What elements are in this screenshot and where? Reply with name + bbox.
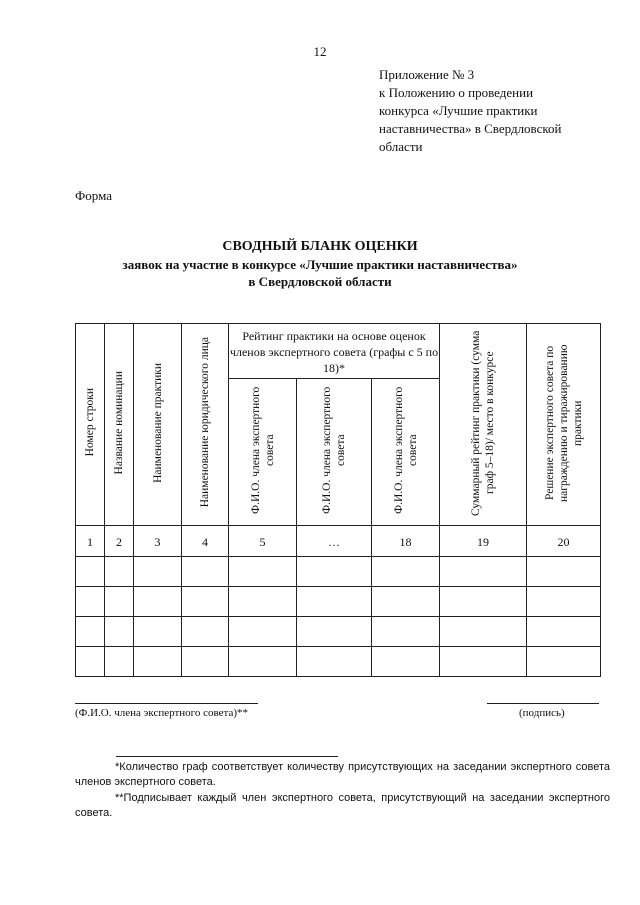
- table-cell: [76, 647, 105, 677]
- column-number: 2: [105, 526, 134, 557]
- table-cell: [440, 647, 527, 677]
- column-numbers-row: [76, 526, 601, 557]
- table-cell: [527, 557, 601, 587]
- table-cell: [182, 587, 229, 617]
- table-cell: [372, 587, 440, 617]
- appendix-note: [379, 66, 629, 156]
- table-cell: [105, 587, 134, 617]
- table-cell: [372, 617, 440, 647]
- footnote-1: *Количество граф соответствует количеству присутствующих на заседании экспертного совета членов экспертного совета.: [75, 761, 610, 788]
- column-number: 1: [76, 526, 105, 557]
- table-cell: [134, 587, 182, 617]
- signature-sign-line: [487, 703, 599, 704]
- table-cell: [527, 647, 601, 677]
- signature-name-label: (Ф.И.О. члена экспертного совета)**: [75, 707, 249, 719]
- signature-name-line: [75, 703, 258, 704]
- table-cell: [297, 647, 372, 677]
- title-line-2: заявок на участие в конкурсе «Лучшие практики наставничества»: [122, 257, 518, 272]
- column-number: 19: [440, 526, 527, 557]
- column-number: 18: [372, 526, 440, 557]
- appendix-line: наставничества» в Свердловской: [379, 121, 562, 136]
- page-number: 12: [313, 44, 327, 59]
- appendix-line: Приложение № 3: [379, 67, 475, 82]
- table-cell: [527, 617, 601, 647]
- table-cell: [372, 647, 440, 677]
- table-cell: [297, 617, 372, 647]
- table-cell: [76, 557, 105, 587]
- title-line-1: СВОДНЫЙ БЛАНК ОЦЕНКИ: [222, 239, 418, 254]
- header-legal-entity: Наименование юридического лица: [182, 324, 229, 526]
- table-cell: [105, 557, 134, 587]
- appendix-line: области: [379, 139, 423, 154]
- table-cell: [229, 587, 297, 617]
- column-number: 20: [527, 526, 601, 557]
- table-cell: [182, 617, 229, 647]
- column-number: 3: [134, 526, 182, 557]
- header-expert-2: Ф.И.О. члена экспертного совета: [297, 379, 372, 526]
- footnote-separator: [116, 756, 338, 757]
- document-title: [0, 238, 640, 290]
- table-cell: [440, 587, 527, 617]
- column-number: …: [297, 526, 372, 557]
- table-cell: [134, 557, 182, 587]
- form-label: Форма: [75, 188, 112, 203]
- table-cell: [76, 617, 105, 647]
- table-cell: [440, 557, 527, 587]
- header-expert-1: Ф.И.О. члена экспертного совета: [229, 379, 297, 526]
- table-cell: [297, 557, 372, 587]
- appendix-line: к Положению о проведении: [379, 85, 534, 100]
- header-council-decision: Решение экспертного совета по награждению и тиражированию практики: [527, 324, 601, 526]
- table-row: [76, 587, 601, 617]
- table-cell: [105, 647, 134, 677]
- table-row: [76, 557, 601, 587]
- footnote-2: **Подписывает каждый член экспертного совета, присутствующий на заседании экспертного совета.: [75, 792, 610, 819]
- header-total-rating: Суммарный рейтинг практики (сумма граф 5–18)/ место в конкурсе: [440, 324, 527, 526]
- header-row-number: Номер строки: [76, 324, 105, 526]
- table-cell: [134, 647, 182, 677]
- table-cell: [297, 587, 372, 617]
- title-line-3: в Свердловской области: [248, 274, 392, 289]
- column-number: 4: [182, 526, 229, 557]
- table-row: [76, 647, 601, 677]
- column-number: 5: [229, 526, 297, 557]
- header-nomination: Название номинации: [105, 324, 134, 526]
- table-cell: [527, 587, 601, 617]
- table-cell: [229, 617, 297, 647]
- evaluation-table: [75, 323, 601, 677]
- appendix-line: конкурса «Лучшие практики: [379, 103, 538, 118]
- table-cell: [229, 557, 297, 587]
- table-cell: [372, 557, 440, 587]
- table-cell: [229, 647, 297, 677]
- table-cell: [76, 587, 105, 617]
- table-cell: [182, 647, 229, 677]
- table-cell: [182, 557, 229, 587]
- table-cell: [105, 617, 134, 647]
- header-practice-name: Наименование практики: [134, 324, 182, 526]
- table-row: [76, 617, 601, 647]
- header-expert-3: Ф.И.О. члена экспертного совета: [372, 379, 440, 526]
- header-rating-group: Рейтинг практики на основе оценок членов экспертного совета (графы с 5 по 18)*: [229, 324, 440, 379]
- table-cell: [440, 617, 527, 647]
- table-cell: [134, 617, 182, 647]
- signature-sign-label: (подпись): [519, 707, 565, 719]
